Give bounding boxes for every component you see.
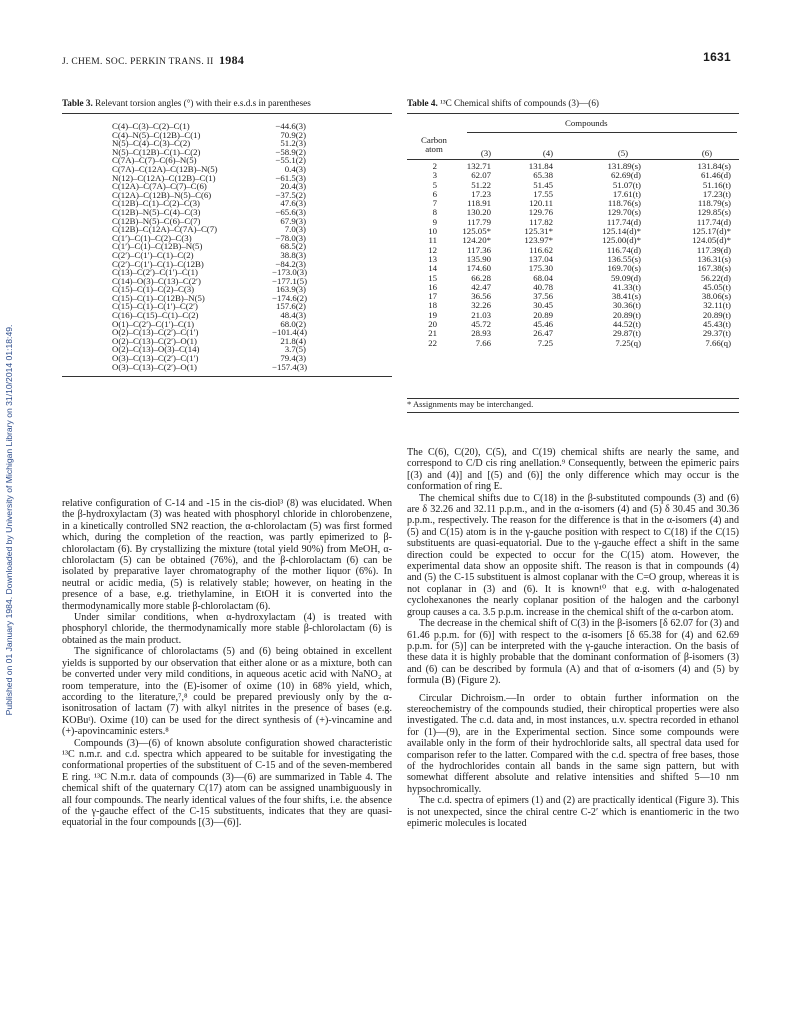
carbon-atom-cell: 5 bbox=[432, 179, 437, 190]
paragraph: relative configuration of C-14 and -15 in the cis-diol³ (8) was elucidated. When the β-hydroxylactam (3) was heated with phosphoryl chloride in chlorobenzene, in a kinetically controlled SN2 reaction, the α-chlorolactam (5) was first formed which, during the completion of the reaction, was partly epimerized to β-chlorolactam (6). By crystallizing the mixture (total yield 90%) from MeOH, α-chlorolactam (5) can be obtained (76%), and the β-chlorolactam (6) can be isolated by preparative layer chromatography of the mother liquor (6%). In neutral or acidic media, (5) is relatively stable; however, on heating in the presence of a base, e.g. triethylamine, in EtOH it is converted into the thermodynamically more stable β-chlorolactam (6). bbox=[62, 498, 392, 612]
shift-cell-6: 45.43(t) bbox=[702, 319, 731, 330]
shift-cell-6: 125.17(d)* bbox=[692, 226, 731, 237]
torsion-angle-value: 70.9(2) bbox=[280, 129, 306, 140]
torsion-angle-atoms: C(15)–C(1)–C(12B)–N(5) bbox=[112, 292, 205, 303]
table4-compounds-title: Compounds bbox=[565, 118, 608, 128]
torsion-angle-value: −177.1(5) bbox=[272, 275, 308, 286]
torsion-angle-atoms: O(3)–C(13)–C(2′)–C(1′) bbox=[112, 353, 199, 364]
paragraph: The significance of chlorolactams (5) and (6) being obtained in excellent yields is supported by our observation that either alone or as a mixture, both can be converted under very mild conditions, in aqueous acetic acid with NaNO₂ at room temperature, into the (E)-isomer of oxime (10) in 68% yield, which, according to the literature,⁷,⁸ could be prepared previously only by the α-isonitrosation of lactam (7) with alkyl nitrites in the presence of bases (e.g. KOBuᵗ). Oxime (10) can be used for the direct synthesis of (+)-vincamine and (+)-apovincaminic esters.⁸ bbox=[62, 646, 392, 738]
shift-cell-4: 45.46 bbox=[533, 319, 553, 330]
shift-cell-6: 20.89(t) bbox=[702, 309, 731, 320]
table4-compounds-rule bbox=[467, 132, 737, 139]
shift-cell-5: 136.55(s) bbox=[607, 253, 641, 264]
table4-top-rule bbox=[407, 113, 739, 114]
shift-cell-3: 117.36 bbox=[467, 244, 491, 255]
torsion-angle-value: −55.1(2) bbox=[275, 155, 306, 166]
shift-cell-4: 116.62 bbox=[529, 244, 553, 255]
left-column bbox=[62, 498, 392, 829]
carbon-atom-cell: 12 bbox=[428, 244, 437, 255]
shift-cell-3: 135.90 bbox=[466, 253, 491, 264]
torsion-angle-value: 21.8(4) bbox=[280, 335, 306, 346]
shift-cell-6: 167.38(s) bbox=[697, 263, 731, 274]
shift-cell-3: 36.56 bbox=[471, 291, 491, 302]
shift-cell-5: 30.36(t) bbox=[612, 300, 641, 311]
shift-cell-3: 62.07 bbox=[471, 170, 491, 181]
paragraph: The decrease in the chemical shift of C(3) in the β-isomers [δ 62.07 for (3) and 61.46 p.p.m. for (6)] with respect to the α-isomers [δ 65.38 for (4) and 62.69 p.p.m. for (5)] can be interpreted with the γ-gauche interaction. On the basis of these data it is highly probable that the dominant conformation of β-isomers (3) and (6) can be described by formula (A) and that of α-isomers (4) and (5) by formula (B) (Figure 2). bbox=[407, 618, 739, 687]
shift-cell-4: 129.76 bbox=[528, 207, 553, 218]
torsion-angle-atoms: C(2′)–C(1′)–C(1)–C(12B) bbox=[112, 258, 204, 269]
carbon-atom-cell: 16 bbox=[428, 281, 437, 292]
table3-title: Relevant torsion angles (°) with their e.s.d.s in parentheses bbox=[95, 98, 311, 108]
torsion-angle-value: −61.5(3) bbox=[275, 172, 306, 183]
paragraph: The chemical shifts due to C(18) in the β-substituted compounds (3) and (6) are δ 32.26 and 32.11 p.p.m., and in the α-isomers (4) and (5) δ 30.45 and 30.36 p.p.m., respectively. The reason for the difference is that in the α-isomers (4) and (5) and C(15) atom is in the γ-gauche position with respect to C(18) if the C(15) substituents are quasi-equatorial. Due to the γ-gauche effect a shift in the same direction could be expected to occur for the C(15) atom. However, the experimental data show an opposite shift. The reason is that in compounds (4) and (5) the C-15 substituent is almost coplanar with the C=O group, whereas it is not coplanar in (3) and (6). It is known¹⁰ that e.g. with α-halogenated cyclohexanones the nearly coplanar position of the halogen and the carbonyl group causes a ca. 3.5 p.p.m. increase in the chemical shift of the α-carbon atom. bbox=[407, 492, 739, 618]
shift-cell-3: 45.72 bbox=[471, 319, 491, 330]
table-row bbox=[407, 181, 739, 190]
shift-cell-4: 120.11 bbox=[529, 198, 553, 209]
table4-end-rule bbox=[407, 412, 739, 413]
table-row bbox=[407, 236, 739, 245]
torsion-angle-atoms: C(13)–C(2′)–C(1′)–C(1) bbox=[112, 267, 198, 278]
shift-cell-3: 17.23 bbox=[471, 188, 491, 199]
carbon-atom-cell: 3 bbox=[432, 170, 437, 181]
carbon-atom-cell: 14 bbox=[428, 263, 437, 274]
shift-cell-4: 30.45 bbox=[533, 300, 553, 311]
shift-cell-6: 136.31(s) bbox=[697, 253, 731, 264]
table4-caption bbox=[407, 98, 739, 109]
torsion-angle-value: −157.4(3) bbox=[272, 361, 308, 372]
shift-cell-3: 21.03 bbox=[471, 309, 491, 320]
torsion-angle-value: 67.9(3) bbox=[280, 215, 306, 226]
torsion-angle-atoms: C(7A)–C(12A)–C(12B)–N(5) bbox=[112, 163, 218, 174]
shift-cell-3: 125.05* bbox=[462, 226, 491, 237]
table-row bbox=[407, 171, 739, 180]
table4-title: ¹³C Chemical shifts of compounds (3)—(6) bbox=[440, 98, 599, 108]
shift-cell-6: 129.85(s) bbox=[697, 207, 731, 218]
shift-cell-4: 175.30 bbox=[528, 263, 553, 274]
torsion-angle-value: 68.0(2) bbox=[280, 318, 306, 329]
table3-caption bbox=[62, 98, 392, 109]
torsion-angle-value: 20.4(3) bbox=[280, 181, 306, 192]
shift-cell-5: 125.14(d)* bbox=[602, 226, 641, 237]
carbon-atom-cell: 21 bbox=[428, 328, 437, 339]
shift-cell-4: 20.89 bbox=[533, 309, 553, 320]
carbon-atom-cell: 10 bbox=[428, 226, 437, 237]
shift-cell-6: 32.11(t) bbox=[703, 300, 731, 311]
torsion-angle-atoms: C(12B)–N(5)–C(6)–C(7) bbox=[112, 215, 201, 226]
paragraph: Under similar conditions, when α-hydroxylactam (4) is treated with phosphoryl chloride, the thermodynamically more stable β-chlorolactam (6) is obtained as the main product. bbox=[62, 612, 392, 646]
paragraph: Compounds (3)—(6) of known absolute configuration showed characteristic ¹³C n.m.r. and c.d. spectra which appeared to be suitable for investigating the conformational properties of the substituent of C-15 and of the seven-membered E ring. ¹³C N.m.r. data of compounds (3)—(6) are summarized in Table 4. The chemical shift of the quaternary C(17) atom can be assigned unambiguously in all four compounds. The nearly identical values of the four shifts, i.e. the absence of the γ-gauche effect of the C-15 substituents, indicates that they are quasi-equatorial in the four compounds [(3)—(6)]. bbox=[62, 737, 392, 829]
table-row bbox=[407, 292, 739, 301]
torsion-angle-atoms: O(2)–C(13)–C(2′)–O(1) bbox=[112, 335, 197, 346]
shift-cell-6: 29.37(t) bbox=[702, 328, 731, 339]
table4-carbon-header bbox=[411, 136, 457, 154]
torsion-angle-atoms: C(12B)–C(1)–C(2)–C(3) bbox=[112, 198, 200, 209]
publication-side-note bbox=[2, 200, 16, 840]
shift-cell-6: 45.05(t) bbox=[702, 281, 731, 292]
carbon-atom-cell: 9 bbox=[432, 216, 437, 227]
carbon-label-line2: atom bbox=[425, 144, 443, 154]
shift-cell-4: 123.97* bbox=[524, 235, 553, 246]
table3-bottom-rule bbox=[62, 376, 392, 377]
shift-cell-6: 51.16(t) bbox=[702, 179, 731, 190]
shift-cell-4: 37.56 bbox=[533, 291, 553, 302]
carbon-atom-cell: 8 bbox=[432, 207, 437, 218]
shift-cell-5: 38.41(s) bbox=[611, 291, 641, 302]
torsion-angle-atoms: C(4)–N(5)–C(12B)–C(1) bbox=[112, 129, 201, 140]
running-header bbox=[62, 50, 731, 70]
shift-cell-6: 124.05(d)* bbox=[692, 235, 731, 246]
page-number: 1631 bbox=[703, 50, 731, 64]
carbon-atom-cell: 7 bbox=[432, 198, 437, 209]
table-row bbox=[407, 311, 739, 320]
torsion-angle-value: −65.6(3) bbox=[275, 206, 306, 217]
table4-col-header: (3) bbox=[480, 148, 492, 158]
carbon-atom-cell: 6 bbox=[432, 188, 437, 199]
torsion-angle-value: −174.6(2) bbox=[272, 292, 308, 303]
carbon-atom-cell: 20 bbox=[428, 319, 437, 330]
shift-cell-6: 131.84(s) bbox=[697, 161, 731, 171]
right-column bbox=[407, 447, 739, 829]
torsion-angle-atoms: C(12A)–C(7A)–C(7)–C(6) bbox=[112, 181, 207, 192]
table-row bbox=[407, 227, 739, 236]
torsion-angle-atoms: O(3)–C(13)–C(2′)–O(1) bbox=[112, 361, 197, 372]
table-row bbox=[407, 283, 739, 292]
shift-cell-5: 29.87(t) bbox=[612, 328, 641, 339]
shift-cell-4: 40.78 bbox=[533, 281, 553, 292]
shift-cell-3: 42.47 bbox=[471, 281, 491, 292]
shift-cell-3: 32.26 bbox=[471, 300, 491, 311]
torsion-angle-atoms: C(7A)–C(7)–C(6)–N(5) bbox=[112, 155, 197, 166]
torsion-angle-value: 3.7(5) bbox=[284, 344, 306, 355]
carbon-atom-cell: 17 bbox=[428, 291, 437, 302]
torsion-angle-value: 163.9(3) bbox=[275, 284, 306, 295]
shift-cell-3: 124.20* bbox=[462, 235, 491, 246]
torsion-angle-atoms: N(5)–C(12B)–C(1)–C(2) bbox=[112, 146, 201, 157]
table-row bbox=[407, 246, 739, 255]
table-row bbox=[407, 255, 739, 264]
journal-year: 1984 bbox=[218, 53, 245, 67]
carbon-atom-cell: 2 bbox=[432, 161, 437, 171]
shift-cell-5: 59.09(d) bbox=[610, 272, 641, 283]
shift-cell-5: 44.52(t) bbox=[612, 319, 641, 330]
shift-cell-5: 129.70(s) bbox=[607, 207, 641, 218]
shift-cell-5: 125.00(d)* bbox=[602, 235, 641, 246]
side-note-text: Published on 01 January 1984. Downloaded by University of Michigan Library on 31/10/2014 01:18:49. bbox=[4, 324, 14, 716]
shift-cell-4: 65.38 bbox=[533, 170, 553, 181]
torsion-angle-value: 47.6(3) bbox=[280, 198, 306, 209]
torsion-angle-value: 38.8(3) bbox=[280, 249, 306, 260]
shift-cell-5: 62.69(d) bbox=[610, 170, 641, 181]
torsion-angle-atoms: C(14)–O(3)–C(13)–C(2′) bbox=[112, 275, 201, 286]
table-row bbox=[407, 208, 739, 217]
shift-cell-3: 174.60 bbox=[466, 263, 491, 274]
table4-col-header: (5) bbox=[617, 148, 629, 158]
shift-cell-5: 118.76(s) bbox=[607, 198, 641, 209]
table4-footnote: * Assignments may be interchanged. bbox=[407, 399, 534, 409]
shift-cell-6: 38.06(s) bbox=[701, 291, 731, 302]
table4-col-header: (4) bbox=[542, 148, 554, 158]
torsion-angle-value: −78.0(3) bbox=[275, 232, 306, 243]
table3-top-rule bbox=[62, 113, 392, 114]
torsion-angle-value: 48.4(3) bbox=[280, 310, 306, 321]
torsion-angle-atoms: N(5)–C(4)–C(3)–C(2) bbox=[112, 138, 191, 149]
carbon-atom-cell: 18 bbox=[428, 300, 437, 311]
table-row bbox=[407, 301, 739, 310]
shift-cell-5: 51.07(t) bbox=[612, 179, 641, 190]
shift-cell-5: 41.33(t) bbox=[612, 281, 641, 292]
table4-col-header: (6) bbox=[701, 148, 713, 158]
shift-cell-5: 17.61(t) bbox=[612, 188, 641, 199]
table-row bbox=[407, 199, 739, 208]
carbon-atom-cell: 19 bbox=[428, 309, 437, 320]
shift-cell-4: 131.84 bbox=[528, 161, 553, 171]
shift-cell-3: 117.79 bbox=[467, 216, 491, 227]
torsion-angle-value: 7.0(3) bbox=[284, 224, 306, 235]
shift-cell-4: 68.04 bbox=[533, 272, 553, 283]
torsion-angle-atoms: C(1′)–C(1)–C(2)–C(3) bbox=[112, 232, 192, 243]
carbon-atom-cell: 15 bbox=[428, 272, 437, 283]
torsion-angle-atoms: N(12)–C(12A)–C(12B)–C(1) bbox=[112, 172, 216, 183]
torsion-angle-atoms: C(15)–C(1)–C(1′)–C(2′) bbox=[112, 301, 198, 312]
shift-cell-3: 130.20 bbox=[466, 207, 491, 218]
table-row bbox=[407, 162, 739, 171]
shift-cell-4: 26.47 bbox=[533, 328, 553, 339]
carbon-atom-cell: 22 bbox=[428, 337, 437, 348]
torsion-angle-atoms: O(2)–C(13)–O(3)–C(14) bbox=[112, 344, 200, 355]
torsion-angle-value: −44.6(3) bbox=[275, 121, 306, 131]
torsion-angle-value: 157.6(2) bbox=[275, 301, 306, 312]
torsion-angle-atoms: C(12A)–C(12B)–N(5)–C(6) bbox=[112, 189, 212, 200]
shift-cell-5: 169.70(s) bbox=[607, 263, 641, 274]
table4-body bbox=[407, 162, 739, 348]
journal-name: J. CHEM. SOC. PERKIN TRANS. II bbox=[62, 57, 214, 67]
shift-cell-3: 118.91 bbox=[467, 198, 491, 209]
torsion-angle-atoms: C(1′)–C(1)–C(12B)–N(5) bbox=[112, 241, 203, 252]
torsion-angle-value: 68.5(2) bbox=[280, 241, 306, 252]
carbon-atom-cell: 11 bbox=[428, 235, 437, 246]
torsion-angle-value: −101.4(4) bbox=[272, 327, 308, 338]
table4-label: Table 4. bbox=[407, 98, 438, 108]
torsion-angle-value: −37.5(2) bbox=[275, 189, 306, 200]
table4-header-rule bbox=[407, 159, 739, 160]
shift-cell-5: 7.25(q) bbox=[615, 337, 641, 348]
shift-cell-3: 66.28 bbox=[471, 272, 491, 283]
shift-cell-6: 117.74(d) bbox=[696, 216, 731, 227]
shift-cell-6: 117.39(d) bbox=[696, 244, 731, 255]
shift-cell-6: 118.79(s) bbox=[697, 198, 731, 209]
table-row bbox=[407, 339, 739, 348]
shift-cell-4: 7.25 bbox=[537, 337, 553, 348]
torsion-angle-value: −84.2(3) bbox=[275, 258, 306, 269]
torsion-angle-value: −58.9(2) bbox=[275, 146, 306, 157]
table-row bbox=[407, 329, 739, 338]
torsion-row bbox=[112, 363, 312, 372]
journal-line bbox=[62, 53, 244, 68]
shift-cell-5: 116.74(d) bbox=[606, 244, 641, 255]
torsion-angle-atoms: C(4)–C(3)–C(2)–C(1) bbox=[112, 121, 190, 131]
torsion-angle-value: 51.2(3) bbox=[280, 138, 306, 149]
shift-cell-4: 137.04 bbox=[528, 253, 553, 264]
shift-cell-5: 20.89(t) bbox=[612, 309, 641, 320]
shift-cell-5: 131.89(s) bbox=[607, 161, 641, 171]
shift-cell-3: 28.93 bbox=[471, 328, 491, 339]
torsion-angle-atoms: C(15)–C(1)–C(2)–C(3) bbox=[112, 284, 195, 295]
torsion-angle-atoms: C(12B)–C(12A)–C(7A)–C(7) bbox=[112, 224, 218, 235]
table-row bbox=[407, 190, 739, 199]
table-row bbox=[407, 320, 739, 329]
table-row bbox=[407, 274, 739, 283]
torsion-angle-atoms: O(1)–C(2′)–C(1′)–C(1) bbox=[112, 318, 195, 329]
torsion-angle-atoms: C(16)–C(15)–C(1)–C(2) bbox=[112, 310, 199, 321]
shift-cell-3: 7.66 bbox=[475, 337, 491, 348]
torsion-angle-atoms: C(12B)–N(5)–C(4)–C(3) bbox=[112, 206, 201, 217]
carbon-atom-cell: 13 bbox=[428, 253, 437, 264]
table3-body bbox=[112, 122, 312, 371]
shift-cell-5: 117.74(d) bbox=[606, 216, 641, 227]
shift-cell-6: 17.23(t) bbox=[702, 188, 731, 199]
torsion-angle-value: 0.4(3) bbox=[284, 163, 306, 174]
shift-cell-4: 117.82 bbox=[529, 216, 553, 227]
shift-cell-4: 125.31* bbox=[524, 226, 553, 237]
carbon-label-line1: Carbon bbox=[421, 135, 447, 145]
table3-label: Table 3. bbox=[62, 98, 93, 108]
torsion-angle-atoms: O(2)–C(13)–C(2′)–C(1′) bbox=[112, 327, 199, 338]
shift-cell-6: 61.46(d) bbox=[700, 170, 731, 181]
table-row bbox=[407, 264, 739, 273]
shift-cell-3: 132.71 bbox=[466, 161, 491, 171]
torsion-angle-value: 79.4(3) bbox=[280, 353, 306, 364]
shift-cell-3: 51.22 bbox=[471, 179, 491, 190]
torsion-angle-value: −173.0(3) bbox=[272, 267, 308, 278]
paragraph: The C(6), C(20), C(5), and C(19) chemical shifts are nearly the same, and correspond to C/D cis ring anellation.⁹ Consequently, between the epimeric pairs [(3) and (4)] and [(5) and (6)] the only difference which may occur is the conformation of ring E. bbox=[407, 447, 739, 493]
paragraph: The c.d. spectra of epimers (1) and (2) are practically identical (Figure 3). This is not unexpected, since the chiral centre C-2′ which is enantiomeric in the two epimeric molecules is located bbox=[407, 795, 739, 829]
paragraph: Circular Dichroism.—In order to obtain further information on the stereochemistry of the compounds studied, their chiroptical properties were also investigated. The c.d. data and, in most instances, u.v. spectra recorded in ethanol for (1)—(9), are in the Experimental section. Since some compounds were available only in the form of their hydrochloride salts, all spectral data used for comparison refer to the latter. Compared with the c.d. spectra of free bases, those of the hydrochlorides contain all bands in the same sign pattern, but with somewhat different absolute and relative intensities and shifted 5—10 nm hypsochromically. bbox=[407, 692, 739, 795]
shift-cell-6: 56.22(d) bbox=[700, 272, 731, 283]
shift-cell-6: 7.66(q) bbox=[705, 337, 731, 348]
shift-cell-4: 51.45 bbox=[533, 179, 553, 190]
shift-cell-4: 17.55 bbox=[533, 188, 553, 199]
torsion-angle-atoms: C(2′)–C(1′)–C(1)–C(2) bbox=[112, 249, 194, 260]
table-row bbox=[407, 218, 739, 227]
